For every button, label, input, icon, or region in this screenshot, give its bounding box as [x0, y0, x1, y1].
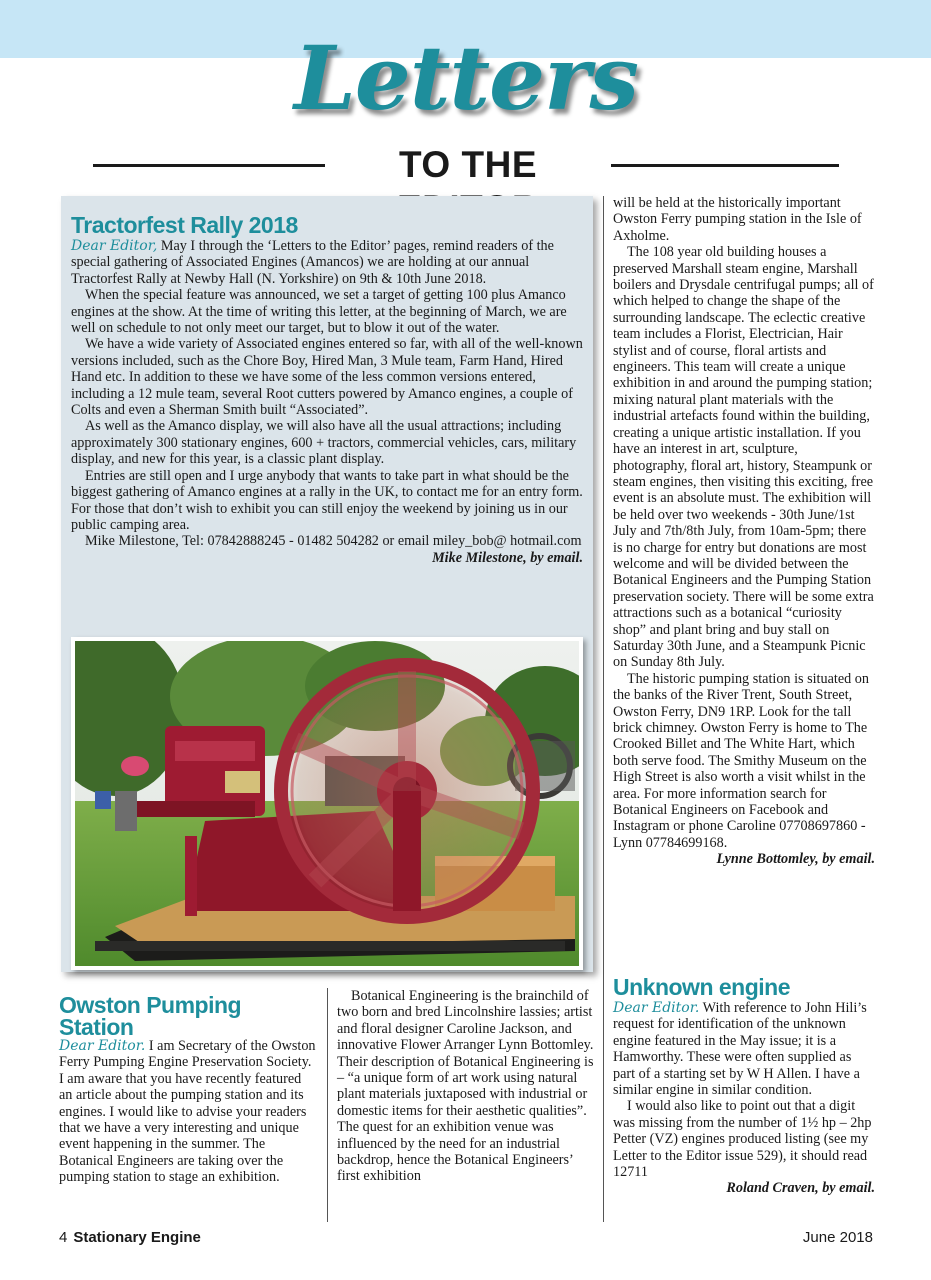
letter-paragraph: The 108 year old building houses a preserved Marshall steam engine, Marshall boilers and Drysdale centrifugal pumps; all of which helped to change the shape of the surrounding landscape. The eclectic creative team includes a Florist, Electrician, Hair stylist and of course, floral artists and engineers. This team will create a unique exhibition in and around the pumping station; mixing natural plant materials with the industrial artefacts found within the building, creating a unique artistic installation. If you have an interest in art, sculpture, photography, floral art, history, Steampunk or steam engines, then visiting this exciting, free event is an absolute must. The exhibition will be held over two weekends - 30th June/1st July and 7th/8th July, from 10am-5pm; there is no charge for entry but donations are most welcome and will be divided between the Botanical Engineers and the Pumping Station preservation society. There will be some extra attractions such as a botanical “curiosity shop” and plant bring and buy stall on Saturday 30th June, and a Steampunk Picnic on Sunday 8th July.	[613, 244, 874, 671]
footer-issue-date: June 2018	[802, 1229, 873, 1246]
engine-photo-image	[75, 641, 579, 966]
column-divider-left	[327, 988, 328, 1222]
letter-signature: Mike Milestone, by email.	[432, 549, 583, 566]
letter-paragraph: Entries are still open and I urge anybody that wants to take part in what should be the biggest gathering of Amanco engines at a rally in the UK, to contact me for an entry form. For those that don’t wish to exhibit you can still enjoy the weekend by joining us in our public camping area.	[71, 467, 583, 533]
masthead-subtitle: TO THE	[399, 144, 537, 185]
letter-paragraph: I would also like to point out that a digit was missing from the number of 1½ hp – 2hp Petter (VZ) engines produced listing (see my Letter to the Editor issue 529), it should read 12711	[613, 1098, 872, 1181]
letter-owston	[59, 994, 317, 1186]
salutation: Dear Editor.	[613, 1000, 700, 1016]
letter-owston-continued	[337, 988, 599, 1185]
column-divider-right	[603, 196, 604, 1222]
letter-paragraph	[613, 1000, 875, 1098]
masthead-rule-right	[611, 164, 839, 167]
letter-paragraph: As well as the Amanco display, we will also have all the usual attractions; including approximately 300 stationary engines, 600 + tractors, commercial vehicles, cars, military display, and new for this year, is a classic plant display.	[71, 418, 577, 468]
letter-paragraph: will be held at the historically important Owston Ferry pumping station in the Isle of Axholme.	[613, 195, 862, 244]
letter-paragraph	[71, 238, 583, 287]
publication-name: Stationary Engine	[73, 1229, 201, 1246]
letter-body	[613, 1000, 875, 1180]
masthead-rule-left	[93, 164, 325, 167]
paragraph-text: With reference to John Hili’s request for identification of the unknown engine featured in the May issue; it is a Hamworthy. These were often supplied as part of a starting set by W H Allen. I have a similar engine in similar condition.	[613, 1000, 867, 1099]
masthead-title: Letters	[294, 26, 639, 130]
salutation: Dear Editor,	[71, 238, 158, 254]
letter-headline: Owston Pumping Station	[59, 992, 242, 1040]
letter-paragraph: Mike Milestone, Tel: 07842888245 - 01482 504282 or email miley_bob@ hotmail.com	[85, 533, 582, 550]
letter-paragraph: Botanical Engineering is the brainchild of two born and bred Lincolnshire lassies; artist and floral designer Caroline Jackson, and innovative Flower Arranger Lynn Bottomley. Their description of Botanical Engineering is – “a unique form of art work using natural plant materials juxtaposed with industrial or domestic items for their aesthetic qualities”. The quest for an exhibition venue was influenced by the need for an industrial backdrop, hence the Botanical Engineers’ first exhibition	[337, 988, 594, 1185]
salutation: Dear Editor.	[59, 1038, 146, 1054]
paragraph-text: I am Secretary of the Owston Ferry Pumping Engine Preservation Society. I am aware that you have recently featured an article about the pumping station and its engines. I would like to advise your readers that we have a very interesting and unique event happening in the summer. The Botanical Engineers are taking over the pumping station to stage an exhibition.	[59, 1038, 316, 1186]
letter-paragraph: We have a wide variety of Associated engines entered so far, with all of the well-known versions included, such as the Chore Boy, Hired Man, 3 Mule team, Farm Hand, Hired Hand etc. In addition to these we have some of the less common versions entered, including a 12 mule team, several Root cutters powered by Amanco engines, a couple of Colts and even a Sherman Smith built “Associated”.	[71, 336, 583, 419]
letter-owston-continued-right	[613, 195, 875, 868]
letter-body	[71, 238, 583, 550]
letter-signature: Lynne Bottomley, by email.	[716, 851, 875, 868]
letter-paragraph: The historic pumping station is situated on the banks of the River Trent, South Street, Owston Ferry, DN9 1RP. Look for the tall brick chimney. Owston Ferry is home to The Crooked Billet and The White Hart, which both serve food. The Smithy Museum on the High Street is also worth a visit whilst in the area. For more information search for Botanical Engineers on Facebook and Instagram or phone Caroline 07708697860 - Lynn 07784699168.	[613, 670, 869, 851]
letter-unknown-engine	[613, 974, 875, 1197]
letter-body	[613, 195, 875, 851]
letter-tractorfest	[71, 212, 583, 566]
letter-headline: Unknown engine	[613, 974, 790, 1000]
letter-paragraph	[59, 1038, 317, 1186]
engine-photo	[71, 637, 583, 970]
letter-body	[59, 1038, 317, 1186]
footer-publication	[59, 1229, 201, 1246]
page-number: 4	[59, 1229, 68, 1246]
letter-headline: Tractorfest Rally 2018	[71, 212, 298, 238]
letter-signature: Roland Craven, by email.	[726, 1180, 875, 1197]
paragraph-text: May I through the ‘Letters to the Editor’ pages, remind readers of the special gathering of Associated Engines (Amancos) we are holding at our annual Tractorfest Rally at Newby Hall (N. Yorkshire) on 9th & 10th June 2018.	[71, 238, 554, 287]
letter-paragraph: When the special feature was announced, we set a target of getting 100 plus Amanco engines at the show. At the time of writing this letter, at the beginning of March, we are well on schedule to not only meet our target, but to blow it out of the water.	[71, 287, 567, 337]
